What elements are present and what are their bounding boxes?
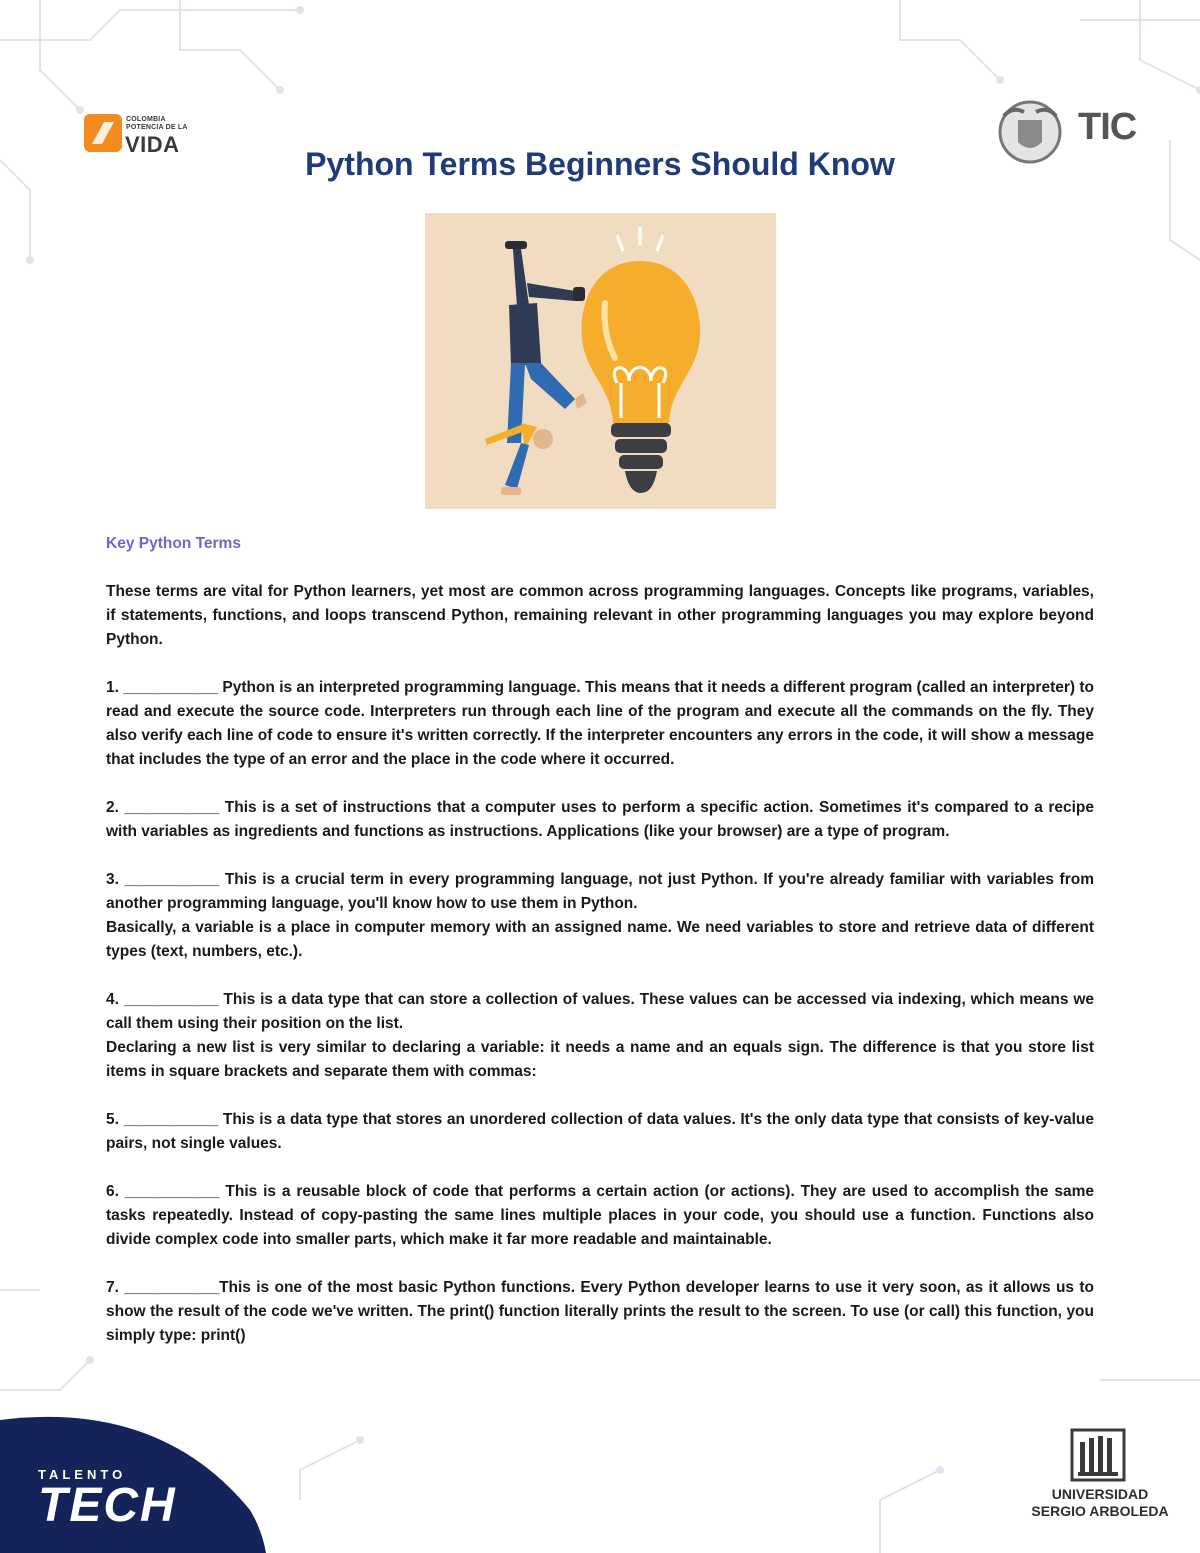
term-item-6: 6. ___________ This is a reusable block of code that performs a certain action (or actions). They are used to accomplish the same tasks repeatedly. Instead of copy-pasting the same lines multiple places in your code, you should use a function. Functions also divide complex code into smaller parts, which make it far more readable and maintainable. — [106, 1183, 1094, 1248]
intro-paragraph: These terms are vital for Python learners, yet most are common across programming languages. Concepts like programs, variables, if statements, functions, and loops transcend Python, remaining relevant in other programming languages you may explore beyond Python. — [106, 583, 1094, 648]
page-title: Python Terms Beginners Should Know — [305, 146, 895, 182]
term-item-4: 4. ___________ This is a data type that can store a collection of values. These values can be accessed via indexing, which means we call them using their position on the list. — [106, 991, 1094, 1032]
tic-logo-text: TIC — [1078, 106, 1137, 148]
colombia-logo-big-text: VIDA — [125, 132, 180, 157]
term-item-3: 3. ___________ This is a crucial term in every programming language, not just Python. If you're already familiar with variables from another programming language, you'll know how to use them in Python. — [106, 871, 1094, 912]
university-name-line1: UNIVERSIDAD — [1051, 1486, 1149, 1502]
term-item-5: 5. ___________ This is a data type that stores an unordered collection of data values. It's the only data type that consists of key-value pairs, not single values. — [106, 1111, 1094, 1152]
section-title: Key Python Terms — [106, 535, 241, 552]
term-item-3-extra: Basically, a variable is a place in computer memory with an assigned name. We need variables to store and retrieve data of different types (text, numbers, etc.). — [106, 919, 1094, 960]
university-name-line2: SERGIO ARBOLEDA — [1031, 1503, 1169, 1519]
document-body — [106, 532, 1094, 1372]
talento-logo-text: TALENTO — [38, 1467, 127, 1482]
term-item-2: 2. ___________ This is a set of instructions that a computer uses to perform a specific action. Sometimes it's compared to a recipe with variables as ingredients and functions as instructions. Applications (like your browser) are a type of program. — [106, 799, 1094, 840]
lightbulb-handstand-illustration — [425, 213, 776, 509]
colombia-logo-small-text: COLOMBIA POTENCIA DE LA — [126, 116, 188, 131]
tech-logo-text: TECH — [38, 1479, 177, 1532]
lightbulb-icon — [425, 213, 776, 509]
term-item-7: 7. ___________This is one of the most basic Python functions. Every Python developer learns to use it very soon, as it allows us to show the result of the code we've written. The print() function literally prints the result to the screen. To use (or call) this function, you simply type: print() — [106, 1279, 1094, 1344]
university-crest-icon — [1070, 1428, 1126, 1482]
term-item-1: 1. ___________ Python is an interpreted programming language. This means that it needs a different program (called an interpreter) to read and execute the source code. Interpreters run through each line of the program and execute all the commands on the fly. They also verify each line of code to ensure it's written correctly. If the interpreter encounters any errors in the code, it will show a message that includes the type of an error and the place in the code where it occurred. — [106, 679, 1094, 768]
term-item-4-extra: Declaring a new list is very similar to declaring a variable: it needs a name and an equals sign. The difference is that you store list items in square brackets and separate them with commas: — [106, 1039, 1094, 1080]
